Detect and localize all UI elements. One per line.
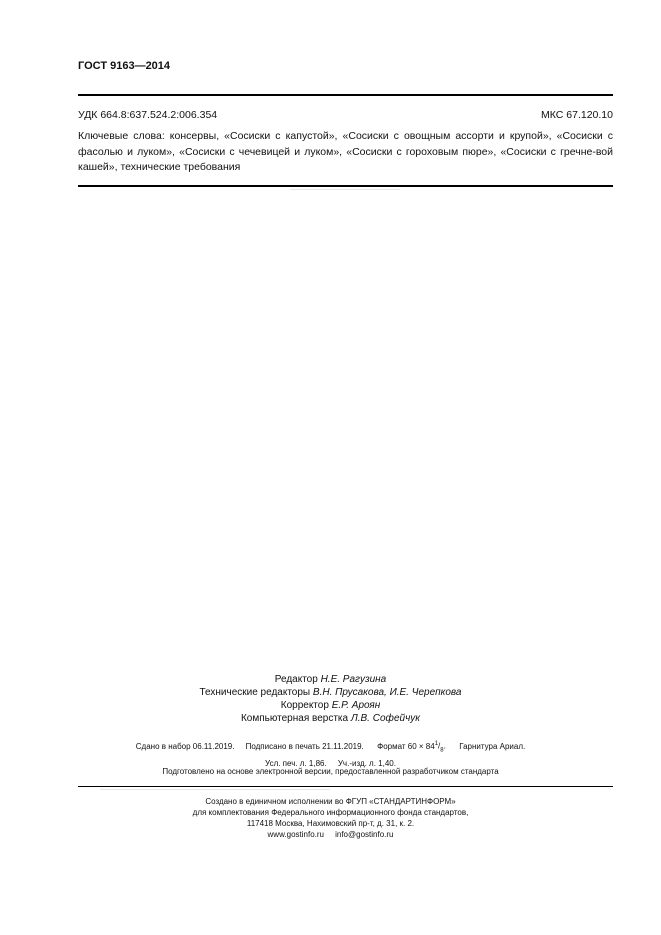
corrector-line (0, 699, 661, 712)
tech-editors-label: Технические редакторы (199, 687, 311, 698)
signed-date: Подписано в печать 21.11.2019. (245, 741, 364, 751)
layout-label: Компьютерная верстка (240, 713, 349, 724)
mks-code: МКС 67.120.10 (541, 109, 613, 121)
footer-line-3: 117418 Москва, Нахимовский пр-т, д. 31, к. 2. (246, 819, 415, 828)
publication-info (0, 738, 661, 770)
corrector-label: Корректор (280, 700, 329, 711)
corrector-name: Е.Р. Ароян (331, 700, 381, 711)
print-sheets: Усл. печ. л. 1,86. (265, 759, 327, 769)
footer-line-1: Создано в единичном исполнении во ФГУП «СТАНДАРТИНФОРМ» (205, 797, 456, 806)
pub-sheets: Уч.-изд. л. 1,40. (337, 759, 396, 769)
credits-block (0, 673, 661, 725)
editor-name: Н.Е. Рагузина (320, 674, 387, 685)
faint-artifact (100, 789, 330, 790)
email-link[interactable]: info@gostinfo.ru (335, 830, 394, 839)
typeface-info: Гарнитура Ариал. (459, 741, 526, 751)
keywords-rule (78, 185, 613, 187)
editor-line (0, 673, 661, 686)
format-info: Формат $60 \times 84^1/_8$. (377, 741, 446, 754)
keywords-paragraph: Ключевые слова: консервы, «Сосиски с капустой», «Сосиски с овощным ассорти и крупой», «Сосиски с фасолью и луком», «Сосиски с чечевицей и луком», «Сосиски с гороховым пюре», «Сосиски с гречне-вой кашей», технические требования (78, 130, 613, 173)
footer-line-2: для комплектования Федерального информационного фонда стандартов, (192, 808, 469, 817)
layout-line (0, 712, 661, 725)
publication-line-1 (0, 738, 661, 757)
udc-code: УДК 664.8:637.524.2:006.354 (78, 109, 218, 121)
tech-editors-names: В.Н. Прусакова, И.Е. Черепкова (312, 687, 462, 698)
publisher-footer (0, 796, 661, 840)
website-link[interactable]: www.gostinfo.ru (267, 830, 324, 839)
footer-contacts (0, 829, 661, 840)
top-rule (78, 94, 613, 96)
faint-artifact (290, 189, 400, 190)
tech-editors-line (0, 686, 661, 699)
prepared-note: Подготовлено на основе электронной версии, предоставленной разработчиком стандарта (162, 767, 499, 776)
document-code: ГОСТ 9163—2014 (78, 60, 171, 72)
layout-name: Л.В. Софейчук (350, 713, 421, 724)
editor-label: Редактор (274, 674, 318, 685)
submitted-date: Сдано в набор 06.11.2019. (135, 741, 235, 751)
footer-rule (78, 786, 613, 787)
